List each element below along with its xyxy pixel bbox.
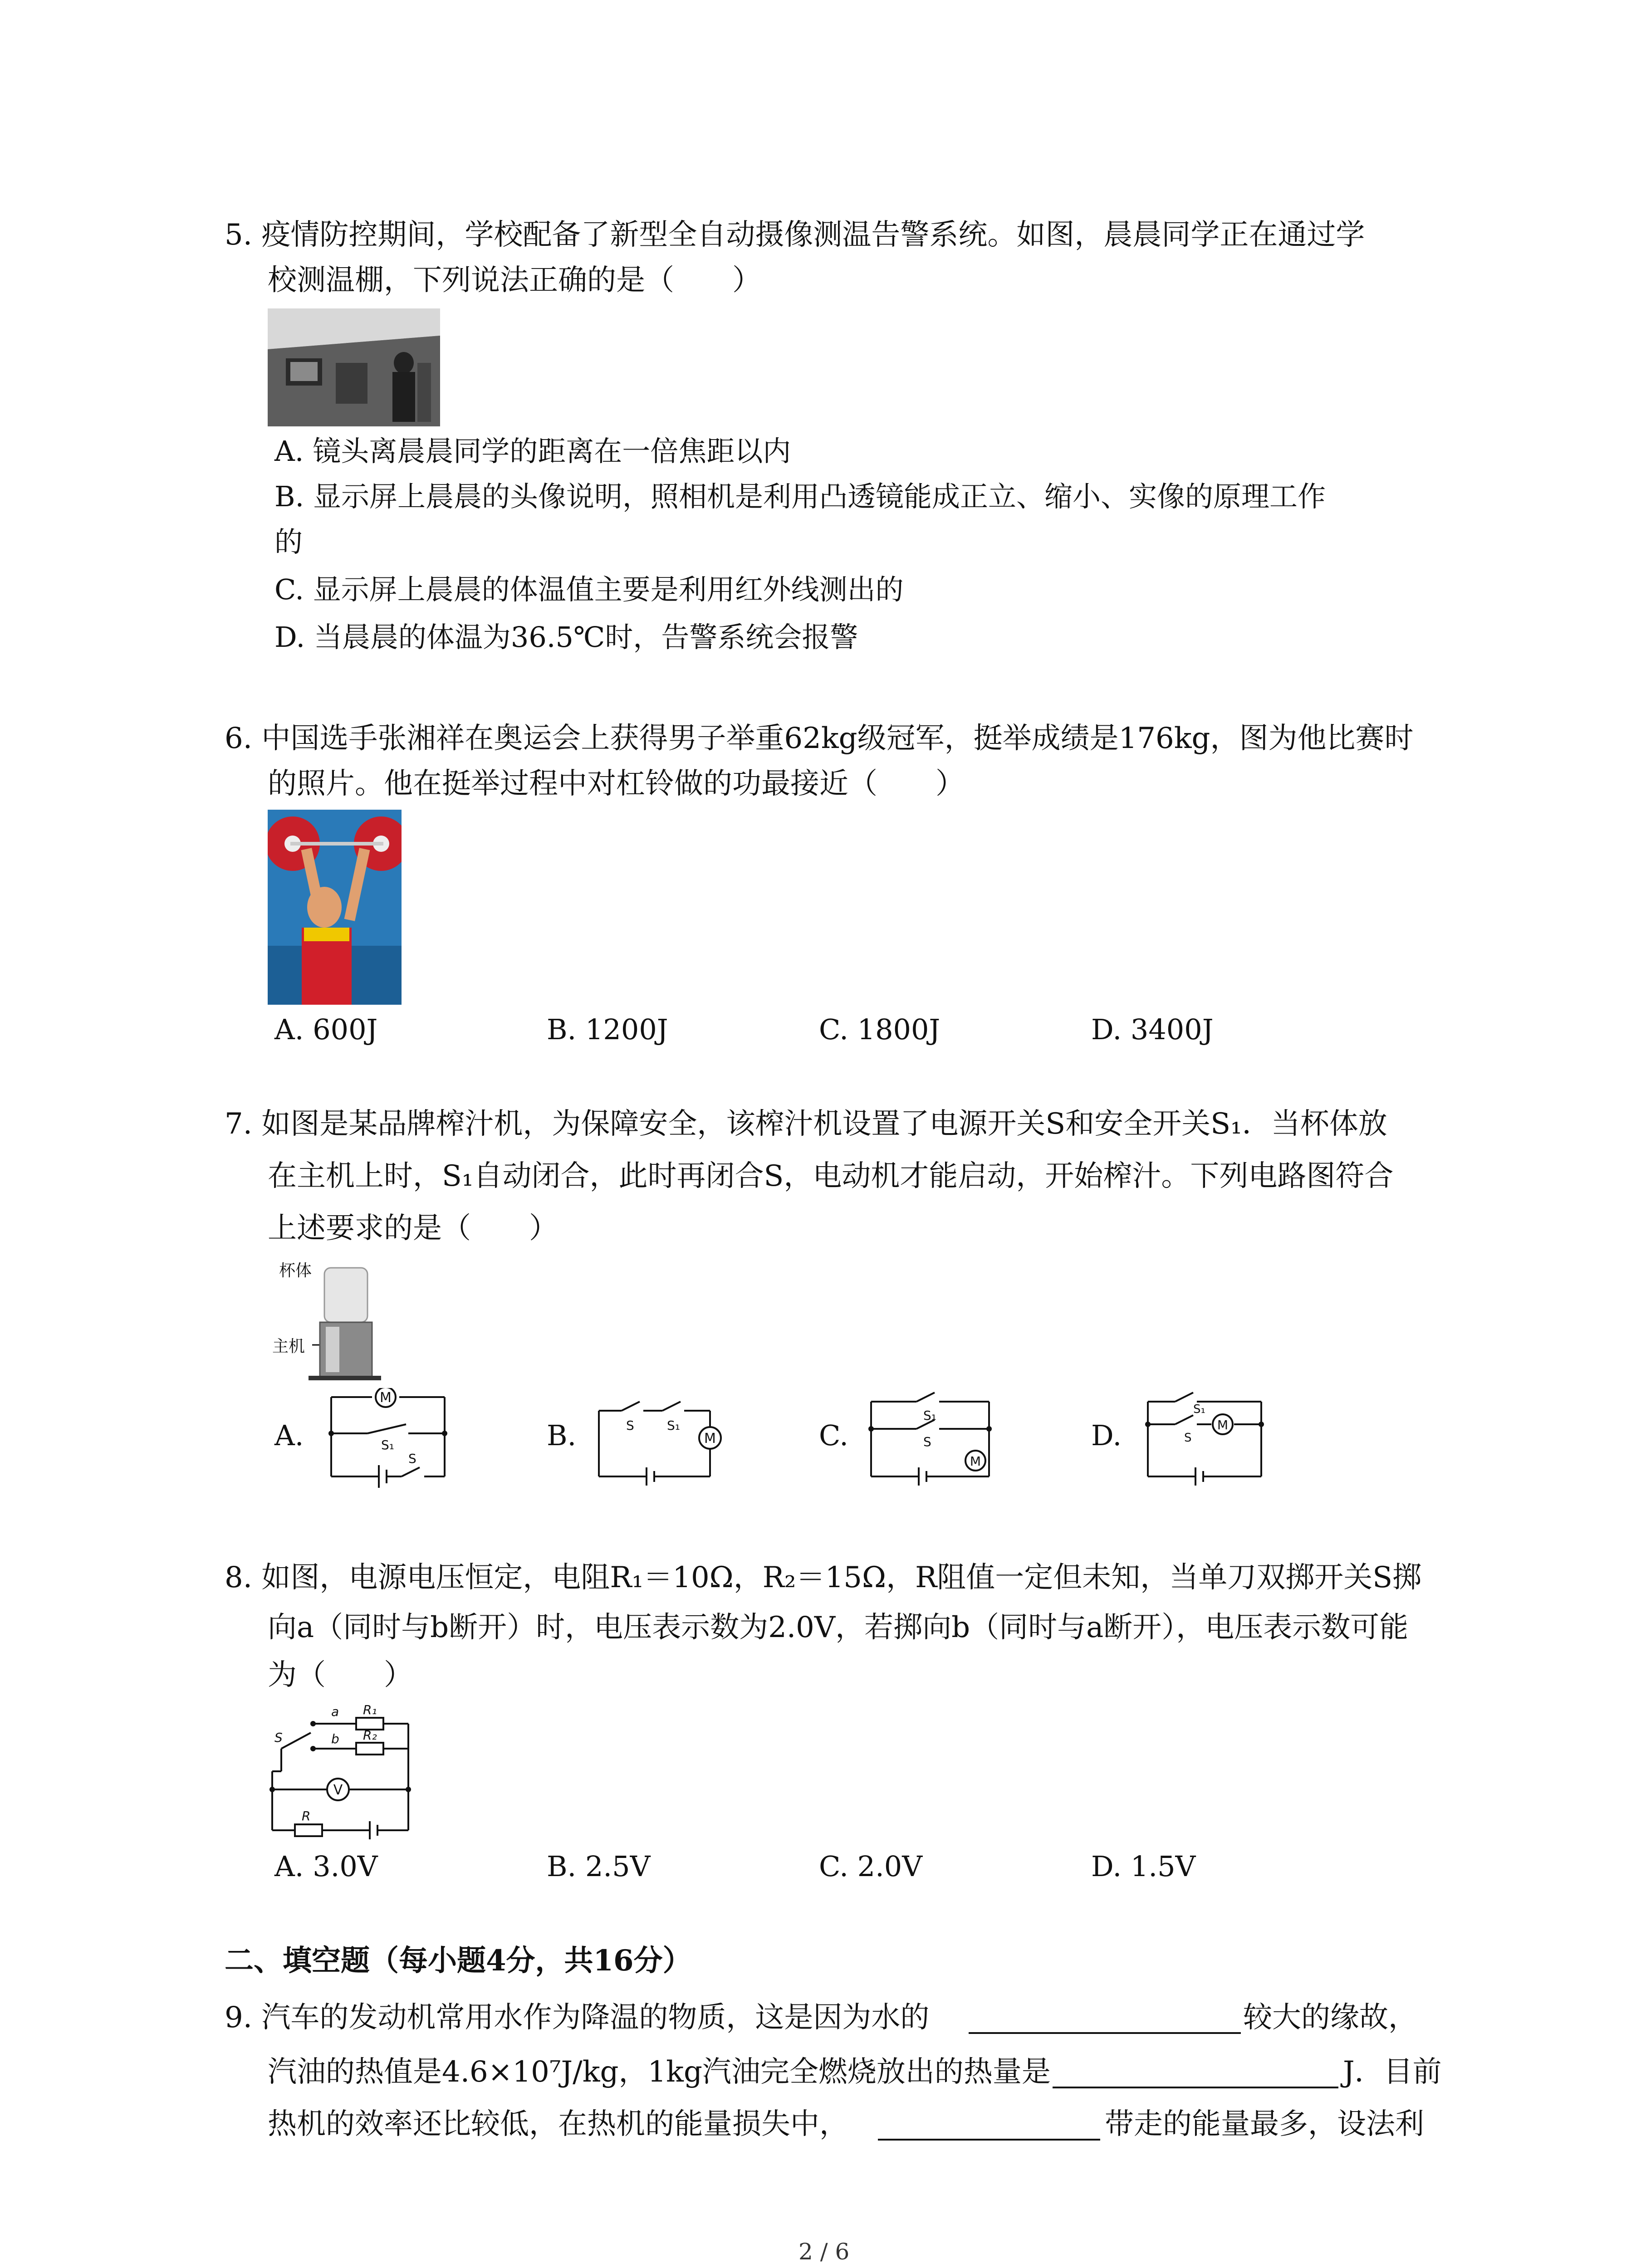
q6-line1: 6. 中国选手张湘祥在奥运会上获得男子举重62kg级冠军，挺举成绩是176kg，图为他比赛时 — [225, 722, 1414, 755]
q7-option-b-label: B. — [547, 1419, 577, 1452]
q5-line1: 5. 疫情防控期间，学校配备了新型全自动摄像测温告警系统。如图，晨晨同学正在通过学 — [225, 218, 1365, 252]
switch-s-label: S — [626, 1418, 634, 1433]
q7-option-d-label: D. — [1091, 1419, 1122, 1452]
q7-line2: 在主机上时，S₁自动闭合，此时再闭合S，电动机才能启动，开始榨汁。下列电路图符合 — [268, 1159, 1394, 1193]
page-number: 2 / 6 — [798, 2239, 850, 2265]
q7-juicer-figure — [272, 1259, 390, 1381]
q5-option-c: C. 显示屏上晨晨的体温值主要是利用红外线测出的 — [274, 573, 904, 606]
q8-option-a: A. 3.0V — [274, 1850, 378, 1883]
section-fill-in-title: 二、填空题（每小题4分，共16分） — [225, 1944, 692, 1978]
switch-s-label: S — [274, 1730, 283, 1745]
voltmeter-symbol: V — [333, 1782, 343, 1798]
motor-symbol: M — [380, 1390, 392, 1406]
switch-s1-label: S₁ — [667, 1418, 680, 1433]
switch-s1-label: S₁ — [381, 1437, 394, 1452]
q7-circuit-a — [327, 1388, 458, 1488]
q5-option-b-line2: 的 — [274, 525, 303, 558]
q6-option-c: C. 1800J — [819, 1013, 941, 1046]
q7-option-a-label: A. — [274, 1419, 304, 1452]
q9-line2-start: 汽油的热值是4.6×10⁷J/kg，1kg汽油完全燃烧放出的热量是 — [268, 2055, 1051, 2089]
motor-symbol: M — [704, 1431, 716, 1447]
contact-b-label: b — [331, 1731, 339, 1746]
q6-option-b: B. 1200J — [547, 1013, 668, 1046]
q9-blank-3[interactable] — [878, 2139, 1100, 2141]
q9-line3-end: 带走的能量最多，设法利 — [1105, 2107, 1424, 2141]
switch-s1-label: S₁ — [1193, 1403, 1205, 1416]
q8-option-c: C. 2.0V — [819, 1850, 923, 1883]
q6-photo-weightlifter — [268, 810, 402, 1005]
switch-s-label: S — [923, 1434, 931, 1449]
q9-line3-start: 热机的效率还比较低，在热机的能量损失中， — [268, 2107, 848, 2141]
r2-label: R₂ — [363, 1728, 377, 1743]
q7-line1: 7. 如图是某品牌榨汁机，为保障安全，该榨汁机设置了电源开关S和安全开关S₁．当杯体放 — [225, 1107, 1387, 1141]
q9-blank-1[interactable] — [969, 2032, 1241, 2034]
contact-a-label: a — [331, 1704, 339, 1719]
q8-line2: 向a（同时与b断开）时，电压表示数为2.0V，若掷向b（同时与a断开），电压表示数可能 — [268, 1611, 1409, 1644]
q8-option-d: D. 1.5V — [1091, 1850, 1196, 1883]
q5-option-a: A. 镜头离晨晨同学的距离在一倍焦距以内 — [274, 435, 791, 468]
q6-option-a: A. 600J — [274, 1013, 378, 1046]
q6-line2: 的照片。他在挺举过程中对杠铃做的功最接近（ ） — [268, 767, 965, 801]
q5-option-b-line1: B. 显示屏上晨晨的头像说明，照相机是利用凸透镜能成正立、缩小、实像的原理工作 — [274, 480, 1326, 513]
q7-line3: 上述要求的是（ ） — [268, 1212, 558, 1245]
q7-circuit-c — [867, 1388, 1003, 1488]
q9-line2-end: J．目前 — [1343, 2055, 1442, 2089]
switch-s-label: S — [1184, 1431, 1192, 1445]
resistor-r-label: R — [302, 1809, 311, 1823]
q7-circuit-d — [1143, 1388, 1275, 1488]
q5-option-d: D. 当晨晨的体温为36.5℃时，告警系统会报警 — [274, 621, 858, 654]
q9-line1-start: 9. 汽车的发动机常用水作为降温的物质，这是因为水的 — [225, 2001, 930, 2034]
q8-circuit-figure — [268, 1703, 422, 1839]
motor-symbol: M — [970, 1454, 981, 1469]
q5-line2: 校测温棚，下列说法正确的是（ ） — [268, 264, 761, 297]
q9-blank-2[interactable] — [1053, 2087, 1338, 2088]
q8-option-b: B. 2.5V — [547, 1850, 651, 1883]
motor-symbol: M — [1217, 1418, 1229, 1432]
juicer-cup-label: 杯体 — [279, 1261, 312, 1280]
juicer-base-label: 主机 — [272, 1337, 305, 1356]
q6-option-d: D. 3400J — [1091, 1013, 1214, 1046]
q8-line1: 8. 如图，电源电压恒定，电阻R₁＝10Ω，R₂＝15Ω，R阻值一定但未知，当单刀双掷开关S掷 — [225, 1561, 1422, 1594]
switch-s1-label: S₁ — [923, 1408, 936, 1423]
switch-s-label: S — [408, 1451, 416, 1466]
r1-label: R₁ — [363, 1703, 377, 1717]
q8-line3: 为（ ） — [268, 1658, 413, 1692]
q7-option-c-label: C. — [819, 1419, 848, 1452]
q5-photo-temperature-tent — [268, 308, 440, 426]
q7-circuit-b — [594, 1388, 726, 1488]
q9-line1-end: 较大的缘故， — [1243, 2001, 1417, 2034]
